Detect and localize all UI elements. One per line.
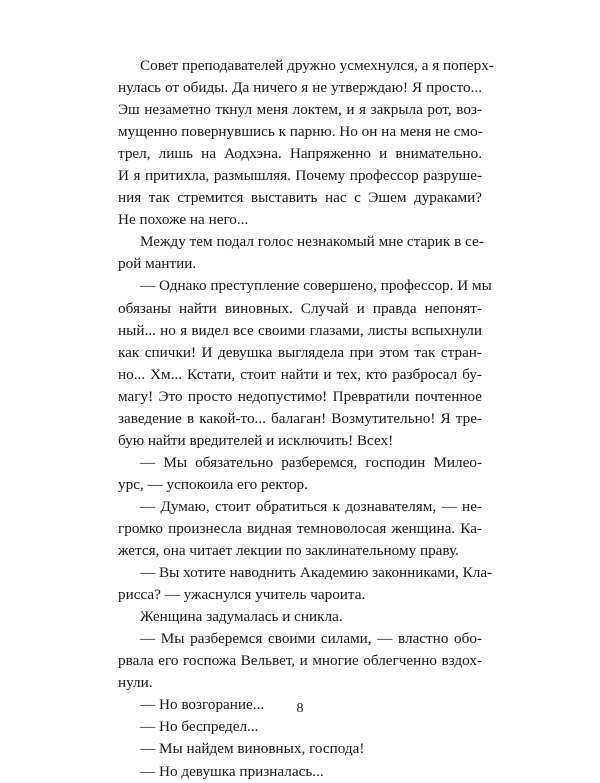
text-line: рисса? — ужаснулся учитель чароита. xyxy=(118,586,366,604)
page-body xyxy=(118,55,494,783)
text-line: — Но беспредел... xyxy=(140,718,259,736)
text-line: — Но девушка призналась... xyxy=(140,762,324,780)
text-line: магу! Это просто недопустимо! Превратили почтенное xyxy=(118,387,482,405)
text-line: нули. xyxy=(118,674,153,692)
text-line: обязаны найти виновных. Случай и правда непонят- xyxy=(118,299,482,317)
page-number: 8 xyxy=(296,701,304,716)
text-line: жется, она читает лекции по заклинательному праву. xyxy=(118,542,459,560)
text-line: бую найти вредителей и исключить! Всех! xyxy=(118,431,394,449)
text-line: И я притихла, размышляя. Почему профессор разруше- xyxy=(118,167,482,185)
text-line: Между тем подал голос незнакомый мне старик в се- xyxy=(140,233,484,251)
text-line: — Мы найдем виновных, господа! xyxy=(140,740,365,758)
text-line: заведение в какой-то... балаган! Возмутительно! Я тре- xyxy=(118,409,482,427)
text-line: рвала его госпожа Вельвет, и многие облегченно вздох- xyxy=(118,652,482,670)
text-line: громко произнесла видная темноволосая женщина. Ка- xyxy=(118,519,482,537)
text-line: Женщина задумалась и сникла. xyxy=(140,608,343,626)
text-line: мущенно повернувшись к парню. Но он на меня не смо- xyxy=(118,123,483,141)
text-line: как спички! И девушка выглядела при этом так стран- xyxy=(118,343,482,361)
text-line: Не похоже на него... xyxy=(118,211,249,229)
text-line: — Но возгорание... xyxy=(140,696,265,714)
text-line: ный... но я видел все своими глазами, листы вспыхнули xyxy=(118,321,482,339)
text-line: — Думаю, стоит обратиться к дознавателям, — не- xyxy=(140,497,482,515)
text-line: — Мы разберемся своими силами, — властно обо- xyxy=(140,630,482,648)
text-line: Эш незаметно ткнул меня локтем, и я закрыла рот, воз- xyxy=(118,101,482,119)
text-line: — Мы обязательно разберемся, господин Милео- xyxy=(140,453,482,471)
text-line: урс, — успокоила его ректор. xyxy=(118,475,308,493)
text-line: трел, лишь на Аодхэна. Напряженно и внимательно. xyxy=(118,145,482,163)
text-line: ния так стремится выставить нас с Эшем дураками? xyxy=(118,189,482,207)
text-line: Совет преподавателей дружно усмехнулся, а я поперх- xyxy=(140,57,494,74)
text-line: — Вы хотите наводнить Академию законниками, Кла- xyxy=(140,564,493,582)
text-line: но... Хм... Кстати, стоит найти и тех, кто разбросал бу- xyxy=(118,365,482,383)
text-line: нулась от обиды. Да ничего я не утверждаю! Я просто... xyxy=(118,79,482,97)
text-line: — Однако преступление совершено, профессор. И мы xyxy=(140,277,492,295)
text-line: рой мантии. xyxy=(118,255,197,273)
